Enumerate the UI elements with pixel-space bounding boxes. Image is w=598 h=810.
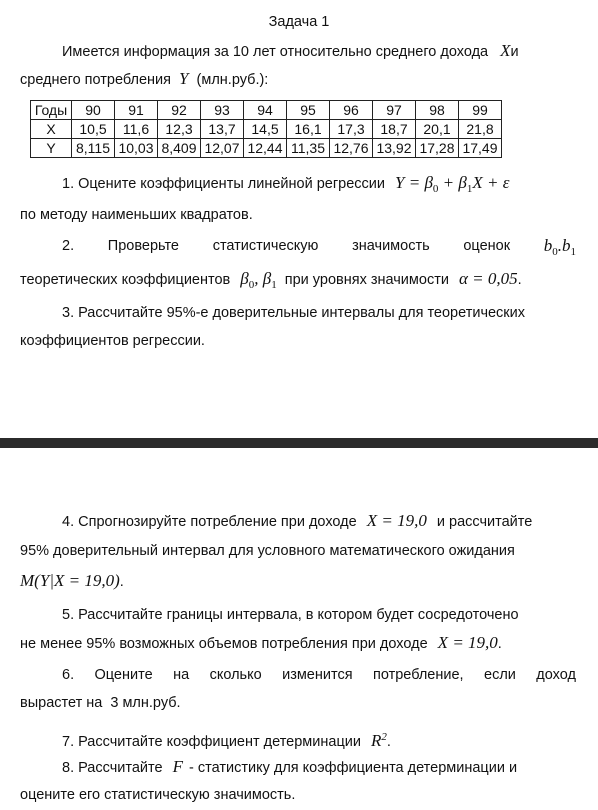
table-cell: 20,1 xyxy=(416,120,459,139)
task-8-line-1: 8. Рассчитайте F - статистику для коэффициента детерминации и xyxy=(62,757,518,776)
table-header-cell: X xyxy=(31,120,72,139)
task-3-line-1: 3. Рассчитайте 95%-е доверительные интервалы для теоретических xyxy=(62,305,526,321)
table-row-y xyxy=(31,139,502,158)
var-x: X xyxy=(500,41,511,60)
table-cell: 93 xyxy=(201,101,244,120)
intro-line-2: среднего потребления Y (млн.руб.): xyxy=(20,69,269,88)
table-cell: 16,1 xyxy=(287,120,330,139)
table-cell: 11,6 xyxy=(115,120,158,139)
table-header-cell: Y xyxy=(31,139,72,158)
r-squared: $R^2$ xyxy=(370,731,387,750)
table-cell: 8,115 xyxy=(72,139,115,158)
task-1-line-2: по методу наименьших квадратов. xyxy=(20,207,253,223)
alpha-level: α = 0,05 xyxy=(458,269,518,288)
conditional-expectation: M(Y|X = 19,0) xyxy=(20,571,120,590)
table-cell: 18,7 xyxy=(373,120,416,139)
table-cell: 97 xyxy=(373,101,416,120)
task-4-line-2: 95% доверительный интервал для условного математического ожидания xyxy=(20,543,515,559)
task-6-line-1: 6. Оцените на сколько изменится потребление, если доход xyxy=(62,667,576,683)
table-cell: 99 xyxy=(459,101,502,120)
task-5-line-1: 5. Рассчитайте границы интервала, в котором будет сосредоточено xyxy=(62,607,519,623)
table-cell: 94 xyxy=(244,101,287,120)
table-cell: 13,7 xyxy=(201,120,244,139)
task-6-line-2: вырастет на 3 млн.руб. xyxy=(20,695,181,711)
table-cell: 11,35 xyxy=(287,139,330,158)
f-statistic: F xyxy=(172,757,183,776)
table-cell: 95 xyxy=(287,101,330,120)
estimates-b0-b1: $b_0.b_1$ xyxy=(543,236,576,258)
x-value: X = 19,0 xyxy=(366,511,427,530)
table-cell: 12,44 xyxy=(244,139,287,158)
table-cell: 96 xyxy=(330,101,373,120)
table-cell: 17,49 xyxy=(459,139,502,158)
table-cell: 21,8 xyxy=(459,120,502,139)
task-2-line-1: 2. Проверьте статистическую значимость оценок $b_0.b_1$ xyxy=(20,237,576,261)
task-2-line-2: теоретических коэффициентов $\beta_0$, $\beta_1$ при уровнях значимости α = 0,05. xyxy=(20,269,522,291)
coeffs-beta: $\beta_0$, $\beta_1$ xyxy=(240,269,277,291)
table-cell: 17,28 xyxy=(416,139,459,158)
page-2 xyxy=(0,448,598,810)
task-1-line-1: 1. Оцените коэффициенты линейной регрессии $Y = \beta_0 + \beta_1X + \varepsilon$ xyxy=(62,173,510,195)
intro-line-1: Имеется информация за 10 лет относительно среднего дохода Xи xyxy=(62,41,519,60)
table-header-cell: Годы xyxy=(31,101,72,120)
table-cell: 92 xyxy=(158,101,201,120)
table-cell: 13,92 xyxy=(373,139,416,158)
data-table xyxy=(30,100,502,158)
page-separator xyxy=(0,438,598,448)
table-cell: 12,76 xyxy=(330,139,373,158)
table-cell: 90 xyxy=(72,101,115,120)
task-4-line-1: 4. Спрогнозируйте потребление при доходе X = 19,0 и рассчитайте xyxy=(62,511,533,530)
table-cell: 8,409 xyxy=(158,139,201,158)
table-cell: 91 xyxy=(115,101,158,120)
task-5-line-2: не менее 95% возможных объемов потребления при доходе X = 19,0. xyxy=(20,633,502,652)
regression-formula: $Y = \beta_0 + \beta_1X + \varepsilon$ xyxy=(395,173,510,195)
task-3-line-2: коэффициентов регрессии. xyxy=(20,333,205,349)
problem-title: Задача 1 xyxy=(268,14,330,30)
table-cell: 12,3 xyxy=(158,120,201,139)
table-cell: 10,5 xyxy=(72,120,115,139)
table-cell: 12,07 xyxy=(201,139,244,158)
task-7-line: 7. Рассчитайте коэффициент детерминации $R^2$. xyxy=(62,731,391,750)
x-value: X = 19,0 xyxy=(437,633,498,652)
task-8-line-2: оцените его статистическую значимость. xyxy=(20,787,296,803)
task-4-line-3: M(Y|X = 19,0). xyxy=(20,571,124,590)
var-y: Y xyxy=(179,69,189,88)
table-cell: 98 xyxy=(416,101,459,120)
table-cell: 14,5 xyxy=(244,120,287,139)
table-cell: 10,03 xyxy=(115,139,158,158)
table-row-years xyxy=(31,101,502,120)
table-row-x xyxy=(31,120,502,139)
table-cell: 17,3 xyxy=(330,120,373,139)
